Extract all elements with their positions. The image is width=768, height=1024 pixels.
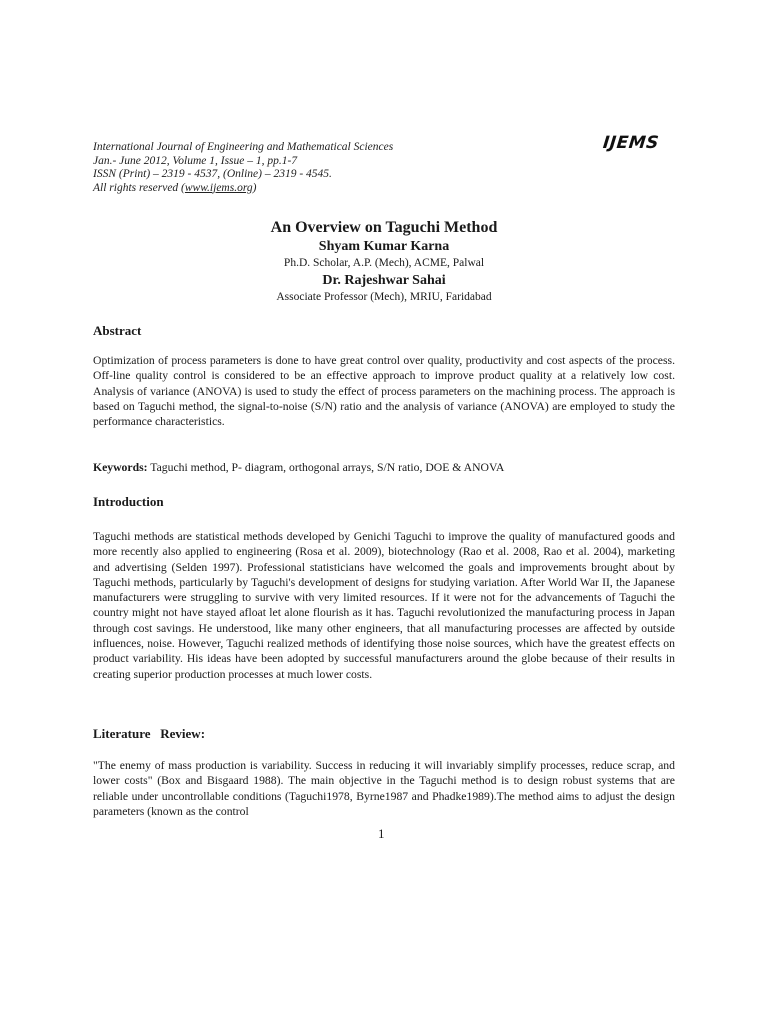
abstract-heading: Abstract xyxy=(93,323,142,338)
rights-prefix: All rights reserved ( xyxy=(93,181,185,194)
journal-issue: Jan.- June 2012, Volume 1, Issue – 1, pp.1-7 xyxy=(93,154,298,167)
author-affiliation: Ph.D. Scholar, A.P. (Mech), ACME, Palwal xyxy=(283,257,485,269)
title-block xyxy=(93,218,675,306)
rights-suffix: ) xyxy=(252,181,257,194)
keywords-label: Keywords: xyxy=(93,461,148,474)
journal-rights xyxy=(93,182,613,196)
introduction-heading: Introduction xyxy=(93,494,164,509)
journal-logo: IJEMS xyxy=(601,133,660,153)
literature-review-text: "The enemy of mass production is variability. Success in reducing it will invariably simplify processes, reduce scrap, and lower costs" (Box and Bisgaard 1988). The main objective in the Taguchi method is to design robust systems that are reliable under uncontrollable conditions (Taguchi1978, Byrne1987 and Phadke1989).The method aims to adjust the design parameters (known as the control xyxy=(93,759,675,818)
journal-name: International Journal of Engineering and Mathematical Sciences xyxy=(93,141,394,153)
author-name: Dr. Rajeshwar Sahai xyxy=(322,273,446,288)
author-affiliation: Associate Professor (Mech), MRIU, Faridabad xyxy=(276,291,492,303)
introduction-text: Taguchi methods are statistical methods developed by Genichi Taguchi to improve the quality of manufactured goods and more recently also applied to engineering (Rosa et al. 2009), biotechnology (Rao et al. 2008, Rao et al. 2004), marketing and advertising (Selden 1997). Professional statisticians have welcomed the goals and improvements brought about by Taguchi methods, particularly by Taguchi's development of designs for studying variation. After World War II, the Japanese manufacturers were struggling to survive with very limited resources. If it were not for the advancements of Taguchi the country might not have stayed afloat let alone flourish as it has. Taguchi revolutionized the manufacturing process in Japan through cost savings. He understood, like many other engineers, that all manufacturing processes are affected by outside influences, noise. However, Taguchi realized methods of identifying those noise sources, which have the greatest effects on product variability. His ideas have been adopted by successful manufacturers around the globe because of their results in creating superior production processes at much lower costs. xyxy=(93,530,675,681)
abstract-text: Optimization of process parameters is done to have great control over quality, productivity and cost aspects of the process. Off-line quality control is considered to be an effective approach to improve product quality at a relatively low cost. Analysis of variance (ANOVA) is used to study the effect of process parameters on the machining process. The approach is based on Taguchi method, the signal-to-noise (S/N) ratio and the analysis of variance (ANOVA) are employed to study the performance characteristics. xyxy=(93,354,675,429)
keywords-text: Taguchi method, P- diagram, orthogonal arrays, S/N ratio, DOE & ANOVA xyxy=(147,461,505,474)
journal-issn: ISSN (Print) – 2319 - 4537, (Online) – 2319 - 4545. xyxy=(93,168,332,180)
journal-url-link[interactable]: www.ijems.org xyxy=(184,181,253,194)
paper-title: An Overview on Taguchi Method xyxy=(270,219,498,236)
keywords xyxy=(93,460,675,475)
journal-header xyxy=(93,141,613,195)
author-name: Shyam Kumar Karna xyxy=(318,239,450,254)
page-number: 1 xyxy=(378,826,385,841)
literature-review-heading: Literature Review: xyxy=(93,726,206,741)
